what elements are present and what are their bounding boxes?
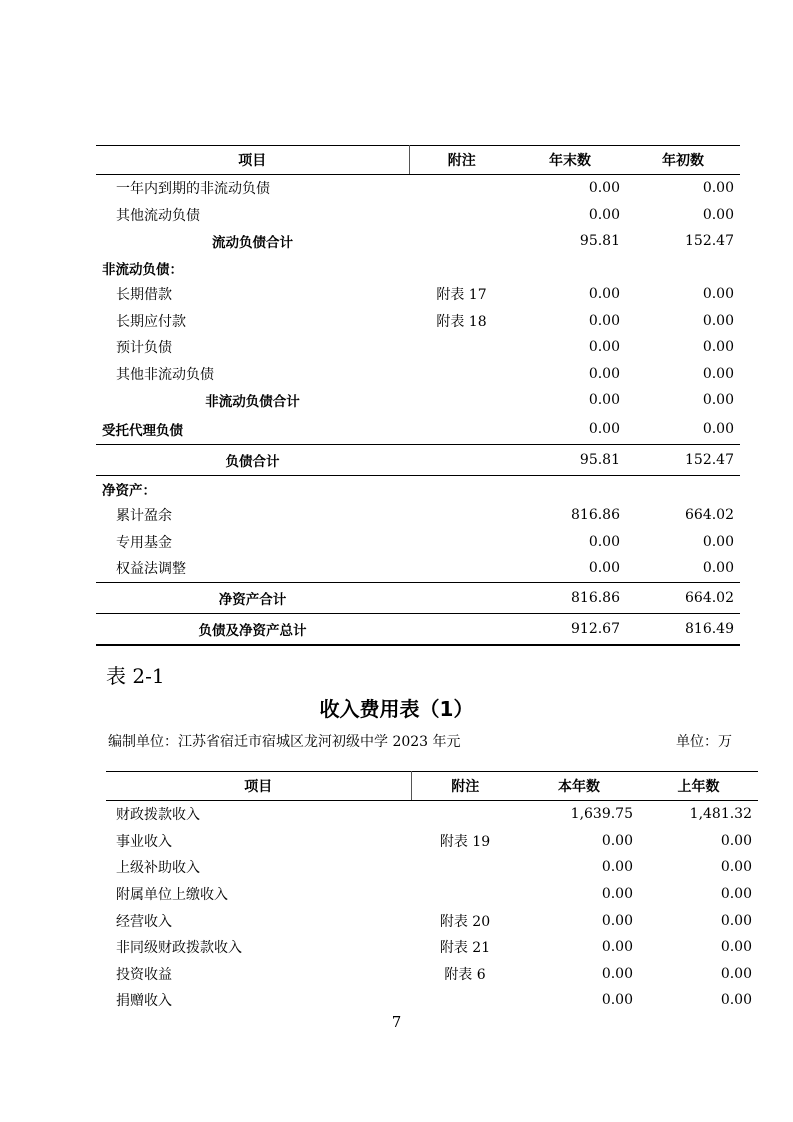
row-prior-value: 0.00: [720, 886, 752, 903]
row-current-value: 1,639.75: [570, 806, 633, 823]
row-begin-value: 816.49: [626, 613, 740, 645]
row-begin-value: 0.00: [702, 533, 734, 550]
row-end-value: 0.00: [588, 206, 620, 223]
row-note: [409, 444, 514, 475]
row-note: [409, 387, 514, 414]
table-row: [96, 444, 740, 475]
row-note: 附表 20: [439, 913, 491, 930]
row-label: 受托代理负债: [102, 422, 183, 439]
row-prior-value: 0.00: [720, 832, 752, 849]
row-note: 附表 18: [436, 313, 487, 330]
row-note: 附表 21: [439, 940, 491, 957]
row-current-value: 0.00: [601, 912, 633, 929]
row-end-value: 95.81: [579, 233, 620, 250]
row-end-value: 0.00: [588, 392, 620, 409]
row-note: [409, 475, 514, 502]
row-note: 附表 6: [444, 966, 486, 983]
row-begin-value: 0.00: [702, 312, 734, 329]
row-label: 一年内到期的非流动负债: [116, 181, 270, 198]
row-note: [409, 502, 514, 529]
row-note: [409, 613, 514, 645]
table-row: [96, 255, 740, 282]
row-label: 净资产合计: [96, 582, 409, 613]
row-note: [409, 202, 514, 229]
row-note: [411, 987, 519, 1014]
row-note: [409, 529, 514, 556]
row-label: 预计负债: [116, 340, 172, 357]
header-note: 附注: [409, 146, 514, 175]
row-label: 其他非流动负债: [116, 366, 214, 383]
currency-unit: 单位：万: [676, 734, 732, 750]
row-current-value: 0.00: [601, 992, 633, 1009]
row-label: 长期应付款: [116, 313, 186, 330]
page-number: 7: [391, 1013, 402, 1031]
table-row: [96, 502, 740, 529]
row-end-value: 0.00: [588, 180, 620, 197]
row-current-value: 0.00: [601, 886, 633, 903]
row-label: 非流动负债合计: [205, 394, 300, 411]
header-year-begin: 年初数: [626, 146, 740, 175]
row-label: 财政拨款收入: [116, 807, 200, 824]
row-end-value: 95.81: [514, 444, 626, 475]
table-row: [96, 529, 740, 556]
row-label: 投资收益: [116, 966, 172, 983]
row-label: 负债及净资产总计: [96, 613, 409, 645]
table-row: [96, 582, 740, 613]
row-end-value: 0.00: [588, 312, 620, 329]
row-label: 流动负债合计: [212, 235, 293, 252]
row-prior-value: 0.00: [720, 965, 752, 982]
header-current-year: 本年数: [519, 772, 639, 801]
row-begin-value: 664.02: [626, 582, 740, 613]
row-prior-value: 0.00: [720, 939, 752, 956]
row-note: [409, 582, 514, 613]
row-note: [409, 334, 514, 361]
table-row: [106, 961, 758, 988]
table-row: [96, 202, 740, 229]
row-end-value: 0.00: [588, 560, 620, 577]
row-begin-value: 0.00: [702, 560, 734, 577]
table-number-label: 表 2-1: [106, 664, 165, 688]
table-row: [96, 281, 740, 308]
row-end-value: 0.00: [588, 533, 620, 550]
row-begin-value: 0.00: [702, 392, 734, 409]
row-end-value: 0.00: [588, 339, 620, 356]
table-row: [96, 175, 740, 202]
row-note: [411, 881, 519, 908]
header-item: 项目: [106, 772, 411, 801]
table-header-row: [106, 772, 758, 801]
row-label: 经营收入: [116, 913, 172, 930]
row-begin-value: 0.00: [702, 420, 734, 437]
row-end-value: 816.86: [571, 507, 620, 524]
row-end-value: 0.00: [588, 420, 620, 437]
row-begin-value: 0.00: [702, 286, 734, 303]
row-current-value: 0.00: [601, 832, 633, 849]
row-note: [409, 555, 514, 582]
table-row: [96, 308, 740, 335]
row-note: [409, 228, 514, 255]
row-end-value: 816.86: [514, 582, 626, 613]
row-label: 上级补助收入: [116, 860, 200, 877]
row-note: [409, 414, 514, 445]
row-note: [411, 854, 519, 881]
preparing-unit-line: 编制单位：江苏省宿迁市宿城区龙河初级中学 2023 年元: [108, 734, 461, 750]
row-label: 权益法调整: [116, 561, 186, 578]
table-row: [106, 934, 758, 961]
table-row: [96, 228, 740, 255]
table-row: [96, 475, 740, 502]
row-note: [409, 175, 514, 202]
row-begin-value: 0.00: [702, 180, 734, 197]
row-note: [409, 255, 514, 282]
row-begin-value: 152.47: [685, 233, 734, 250]
row-begin-value: 0.00: [702, 339, 734, 356]
row-begin-value: 664.02: [685, 507, 734, 524]
row-begin-value: [626, 475, 740, 502]
header-note: 附注: [411, 772, 519, 801]
header-year-end: 年末数: [514, 146, 626, 175]
row-label: 非同级财政拨款收入: [116, 940, 242, 957]
row-end-value: 0.00: [588, 286, 620, 303]
row-end-value: 912.67: [514, 613, 626, 645]
table-row: [96, 414, 740, 445]
row-note: [409, 361, 514, 388]
row-end-value: [514, 475, 626, 502]
row-note: 附表 17: [436, 287, 487, 304]
income-expense-table: [106, 771, 758, 1014]
table-row: [106, 828, 758, 855]
row-label: 其他流动负债: [116, 207, 200, 224]
table-row: [106, 801, 758, 828]
table-row: [96, 361, 740, 388]
row-begin-value: 152.47: [626, 444, 740, 475]
table-row: [96, 334, 740, 361]
row-label: 累计盈余: [116, 508, 172, 525]
table-row: [96, 613, 740, 645]
row-note: 附表 19: [439, 833, 491, 850]
table-row: [106, 907, 758, 934]
row-begin-value: 0.00: [702, 365, 734, 382]
row-note: [411, 801, 519, 828]
row-label: 净资产：: [96, 475, 409, 502]
row-label: 负债合计: [96, 444, 409, 475]
table-row: [106, 987, 758, 1014]
row-end-value: [514, 255, 626, 282]
row-label: 事业收入: [116, 833, 172, 850]
row-label: 捐赠收入: [116, 993, 172, 1010]
header-item: 项目: [96, 146, 409, 175]
table-header-row: [96, 146, 740, 175]
row-prior-value: 1,481.32: [689, 806, 752, 823]
row-begin-value: [626, 255, 740, 282]
row-label: 非流动负债：: [102, 261, 183, 278]
row-begin-value: 0.00: [702, 206, 734, 223]
row-prior-value: 0.00: [720, 859, 752, 876]
row-label: 专用基金: [116, 534, 172, 551]
table-row: [96, 555, 740, 582]
table-title: 收入费用表（1）: [319, 697, 474, 721]
row-end-value: 0.00: [588, 365, 620, 382]
row-current-value: 0.00: [601, 939, 633, 956]
table-row: [106, 854, 758, 881]
row-label: 长期借款: [116, 287, 172, 304]
row-current-value: 0.00: [601, 965, 633, 982]
header-prior-year: 上年数: [639, 772, 758, 801]
row-prior-value: 0.00: [720, 912, 752, 929]
table-row: [106, 881, 758, 908]
row-current-value: 0.00: [601, 859, 633, 876]
row-prior-value: 0.00: [720, 992, 752, 1009]
table-row: [96, 387, 740, 414]
balance-sheet-table: [96, 145, 740, 646]
row-label: 附属单位上缴收入: [116, 887, 228, 904]
